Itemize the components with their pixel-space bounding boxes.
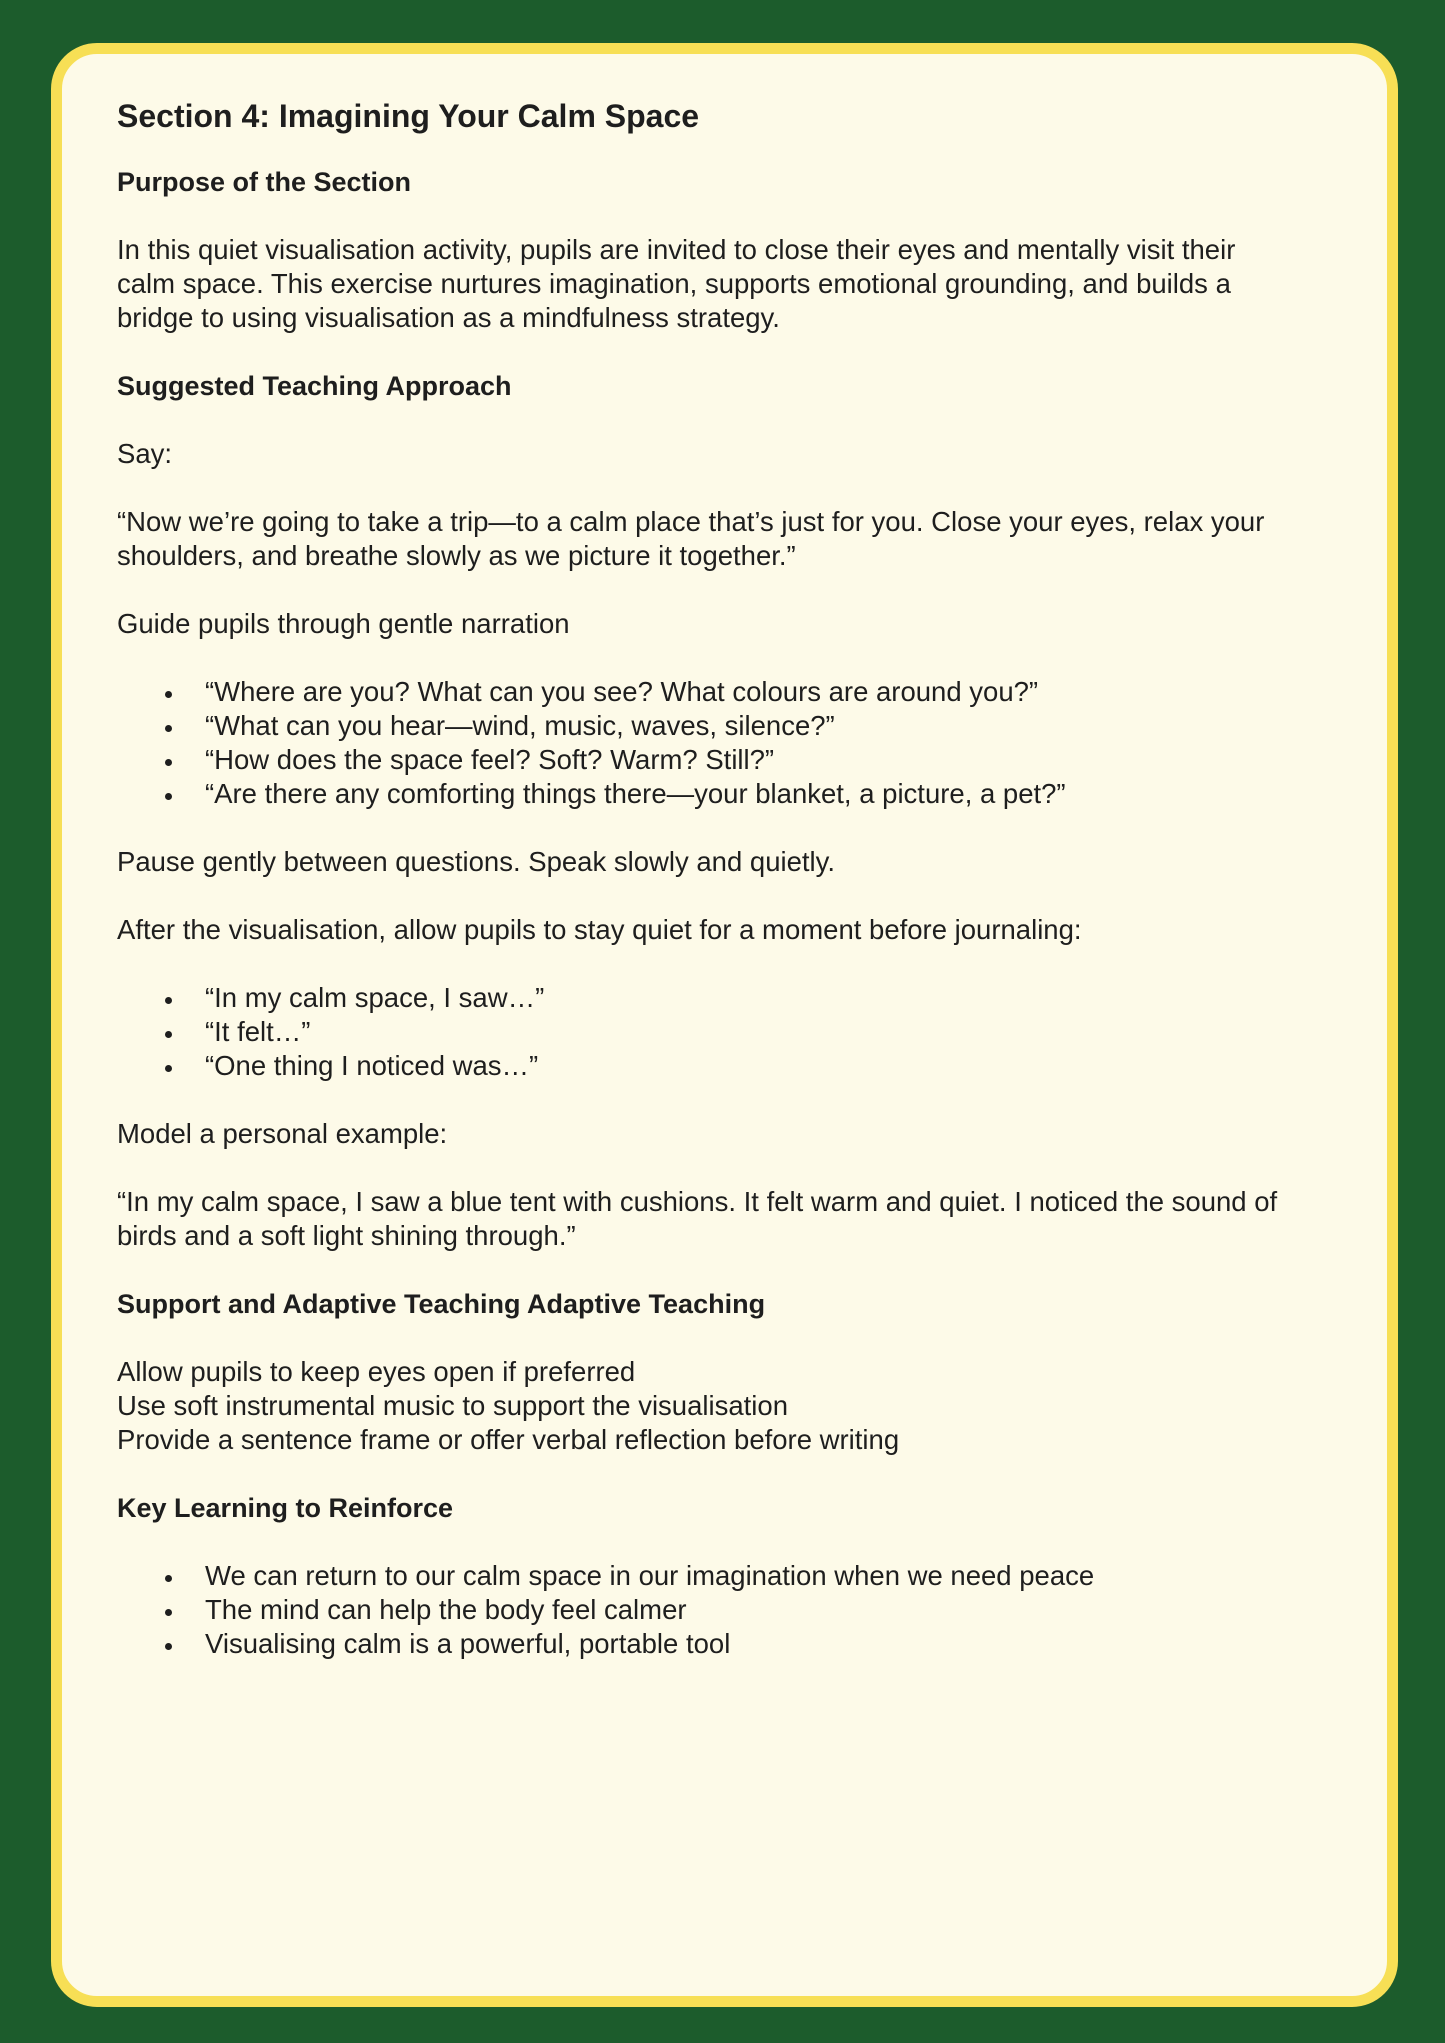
example-line: “In my calm space, I saw a blue tent with cushions. It felt warm and quiet. I noticed the sound of [117,1186,1278,1217]
list-item: The mind can help the body feel calmer [205,1593,1340,1627]
approach-heading: Suggested Teaching Approach [117,371,512,401]
purpose-line: calm space. This exercise nurtures imagination, supports emotional grounding, and builds a [117,268,1231,299]
key-learning-heading: Key Learning to Reinforce [117,1493,454,1523]
purpose-paragraph [117,233,1340,335]
guide-question-list [117,675,1340,811]
list-item: “Where are you? What can you see? What colours are around you?” [205,675,1340,709]
say-label: Say: [117,438,173,469]
section-title: Section 4: Imagining Your Calm Space [117,98,700,134]
pause-note: Pause gently between questions. Speak slowly and quietly. [117,846,835,877]
list-item: “How does the space feel? Soft? Warm? Still?” [205,743,1340,777]
purpose-line: In this quiet visualisation activity, pupils are invited to close their eyes and mentally visit their [117,234,1236,265]
model-example [117,1185,1340,1253]
list-item: “What can you hear—wind, music, waves, silence?” [205,709,1340,743]
list-item: “It felt…” [205,1015,1340,1049]
after-intro: After the visualisation, allow pupils to stay quiet for a moment before journaling: [117,914,1082,945]
list-item: “In my calm space, I saw…” [205,981,1340,1015]
key-learning-list [117,1559,1340,1661]
support-line: Use soft instrumental music to support the visualisation [117,1390,788,1421]
guide-intro: Guide pupils through gentle narration [117,608,570,639]
journal-prompt-list [117,981,1340,1083]
support-lines [117,1355,1340,1457]
document-card [51,43,1398,2007]
support-line: Allow pupils to keep eyes open if preferred [117,1356,636,1387]
list-item: “Are there any comforting things there—your blanket, a picture, a pet?” [205,777,1340,811]
support-heading: Support and Adaptive Teaching Adaptive Teaching [117,1289,766,1319]
opening-quote [117,505,1340,573]
example-line: birds and a soft light shining through.” [117,1220,576,1251]
support-line: Provide a sentence frame or offer verbal reflection before writing [117,1424,900,1455]
model-intro: Model a personal example: [117,1118,448,1149]
quote-line: shoulders, and breathe slowly as we picture it together.” [117,540,796,571]
purpose-line: bridge to using visualisation as a mindfulness strategy. [117,302,780,333]
quote-line: “Now we’re going to take a trip—to a calm place that’s just for you. Close your eyes, relax your [117,506,1265,537]
list-item: We can return to our calm space in our imagination when we need peace [205,1559,1340,1593]
purpose-heading: Purpose of the Section [117,167,412,197]
list-item: Visualising calm is a powerful, portable tool [205,1627,1340,1661]
list-item: “One thing I noticed was…” [205,1049,1340,1083]
